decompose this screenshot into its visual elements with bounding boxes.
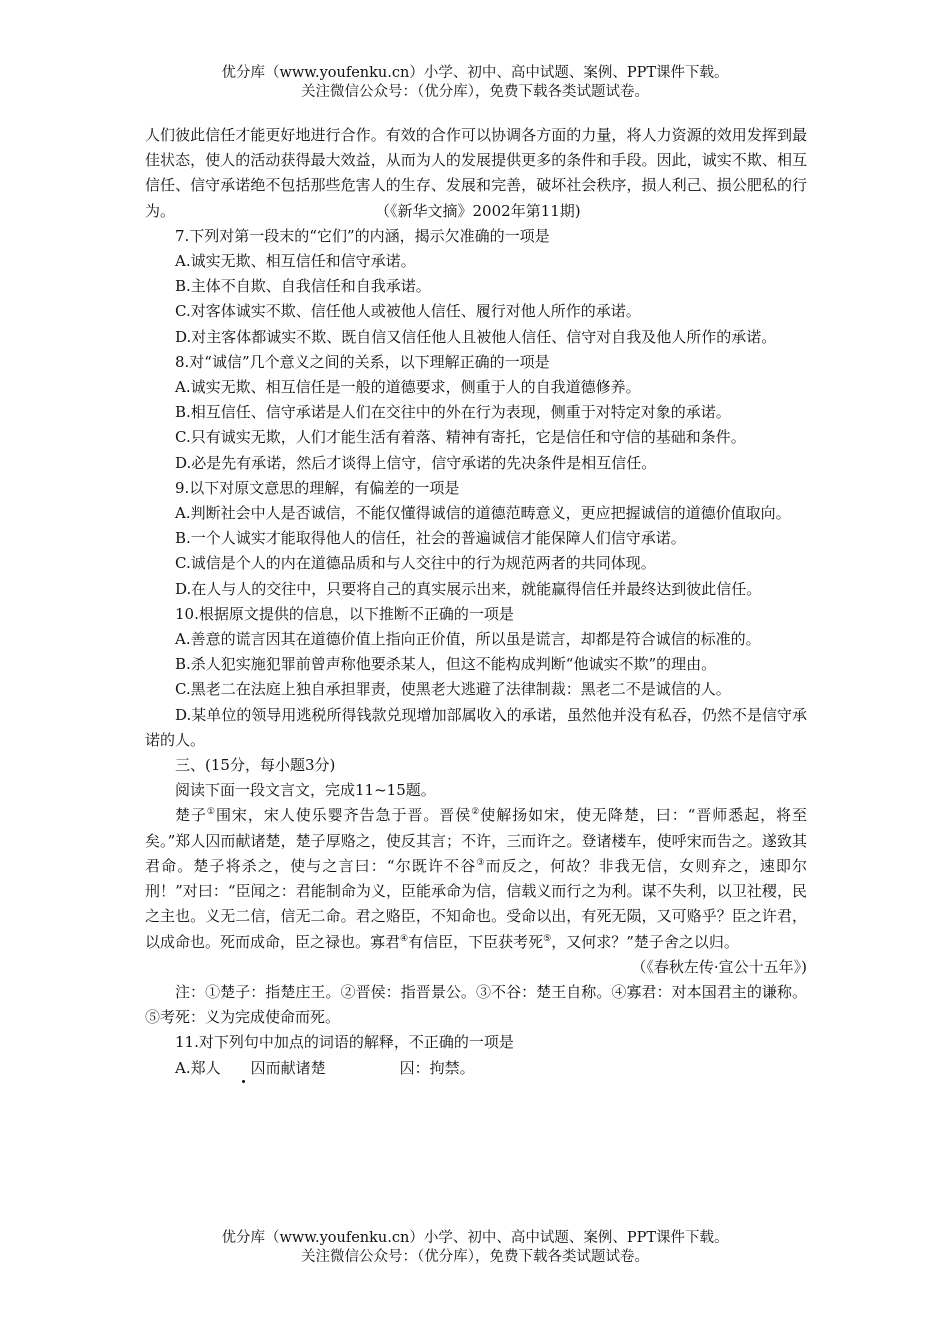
footer-line-1: 优分库（www.youfenku.cn）小学、初中、高中试题、案例、PPT课件下载。 [221,1230,729,1246]
q11-a-gloss: 囚：拘禁。 [399,1058,475,1077]
q9-option-a: A.判断社会中人是否诚信，不能仅懂得诚信的道德范畴意义，更应把握诚信的道德价值取向。 [175,504,791,523]
q10-option-c: C.黑老二在法庭上独自承担罪责，使黑老大逃避了法律制裁：黑老二不是诚信的人。 [175,680,731,699]
q10-option-b: B.杀人犯实施犯罪前曾声称他要杀某人，但这不能构成判断“他诚实不欺”的理由。 [175,655,717,674]
q9-option-c: C.诚信是个人的内在道德品质和与人交往中的行为规范两者的共同体现。 [175,554,656,573]
q7-option-d: D.对主客体都诚实不欺、既自信又信任他人且被他人信任、信守对自我及他人所作的承诺。 [175,327,777,346]
q9-stem: 9.以下对原文意思的理解，有偏差的一项是 [175,478,460,497]
annotation-notes: 注：①楚子：指楚庄王。②晋侯：指晋景公。③不谷：楚王自称。④寡君：对本国君主的谦称。⑤考死：义为完成使命而死。 [145,982,807,1027]
q10-option-d: D.某单位的领导用逃税所得钱款兑现增加部属收入的承诺，虽然他并没有私吞，仍然不是信守承诺的人。 [145,705,807,749]
document-body [145,123,807,1081]
classical-passage [145,803,807,954]
q9-option-b: B.一个人诚实才能取得他人的信任，社会的普遍诚信才能保障人们信守承诺。 [175,529,686,548]
note-marker-4: ④ [400,933,409,944]
q11-a-dotted-word: 囚 [221,1056,266,1081]
classical-text-3: 使解扬如宋，使无降楚，曰：“晋师悉起，将至矣。”郑人囚而献诸楚，楚子厚赂之，使反其言；不许，三而许之。登诸楼车，使呼宋而告之。遂致其君命。楚子将杀之，使与之言曰：“尔既许不谷 [145,806,807,875]
q8-option-c: C.只有诚实无欺，人们才能生活有着落、精神有寄托，它是信任和守信的基础和条件。 [175,428,746,447]
q10-option-a: A.善意的谎言因其在道德价值上指向正价值，所以虽是谎言，却都是符合诚信的标准的。 [175,630,761,649]
page-footer [0,1229,950,1267]
header-line-1: 优分库（www.youfenku.cn）小学、初中、高中试题、案例、PPT课件下载。 [221,65,729,81]
passage-paragraph [145,123,807,224]
page-header [0,64,950,102]
q8-option-d: D.必是先有承诺，然后才谈得上信守，信守承诺的先决条件是相互信任。 [175,453,657,472]
classical-text-4: 而反之，何故？非我无信，女则弃之，速即尔刑！”对曰：“臣闻之：君能制命为义，臣能承命为信，信载义而行之为利。谋不失利，以卫社稷，民之主也。义无二信，信无二命。君之赂臣，不知命也。受命以出，有死无陨，又可赂乎？臣之许君，以成命也。死而成命，臣之禄也。寡君 [145,856,807,951]
footer-line-2: 关注微信公众号：（优分库），免费下载各类试题试卷。 [301,1249,649,1265]
passage-source: （《新华文摘》2002年第11期) [375,201,581,220]
q7-stem: 7.下列对第一段末的“它们”的内涵，揭示欠准确的一项是 [175,226,550,245]
section-3-instruction: 阅读下面一段文言文，完成11~15题。 [175,781,436,800]
classical-text-1: 楚子 [175,806,207,825]
note-marker-1: ① [206,807,216,818]
classical-text-2: 围宋，宋人使乐婴齐告急于晋。晋侯 [215,806,472,825]
q11-option-a [145,1056,807,1081]
classical-source: （《春秋左传·宣公十五年》) [631,957,807,976]
q9-option-d: D.在人与人的交往中，只要将自己的真实展示出来，就能赢得信任并最终达到彼此信任。 [175,579,762,598]
note-marker-2: ② [471,807,481,818]
note-marker-3: ③ [476,857,486,868]
q10-stem: 10.根据原文提供的信息，以下推断不正确的一项是 [175,604,514,623]
header-line-2: 关注微信公众号：（优分库），免费下载各类试题试卷。 [301,84,649,100]
section-3-title: 三、(15分，每小题3分) [175,756,336,775]
q7-option-a: A.诚实无欺、相互信任和信守承诺。 [175,252,416,271]
q8-stem: 8.对“诚信”几个意义之间的关系，以下理解正确的一项是 [175,352,550,371]
q11-a-text-post: 而献诸楚 [265,1058,326,1077]
q8-option-a: A.诚实无欺、相互信任是一般的道德要求，侧重于人的自我道德修养。 [175,378,641,397]
classical-text-6: ，又何求？”楚子舍之以归。 [551,932,739,951]
passage-text: 人们彼此信任才能更好地进行合作。有效的合作可以协调各方面的力量，将人力资源的效用发挥到最佳状态，使人的活动获得最大效益，从而为人的发展提供更多的条件和手段。因此，诚实不欺、相互信任、信守承诺绝不包括那些危害人的生存、发展和完善，破坏社会秩序，损人利己、损公肥私的行为。 [145,126,807,220]
classical-text-5: 有信臣，下臣获考死 [408,932,544,951]
q7-option-b: B.主体不自欺、自我信任和自我承诺。 [175,277,431,296]
q11-stem: 11.对下列句中加点的词语的解释，不正确的一项是 [175,1033,514,1052]
note-marker-5: ⑤ [543,933,552,944]
q11-a-text-pre: A.郑人 [175,1058,221,1077]
q7-option-c: C.对客体诚实不欺、信任他人或被他人信任、履行对他人所作的承诺。 [175,302,641,321]
q8-option-b: B.相互信任、信守承诺是人们在交往中的外在行为表现，侧重于对特定对象的承诺。 [175,403,731,422]
